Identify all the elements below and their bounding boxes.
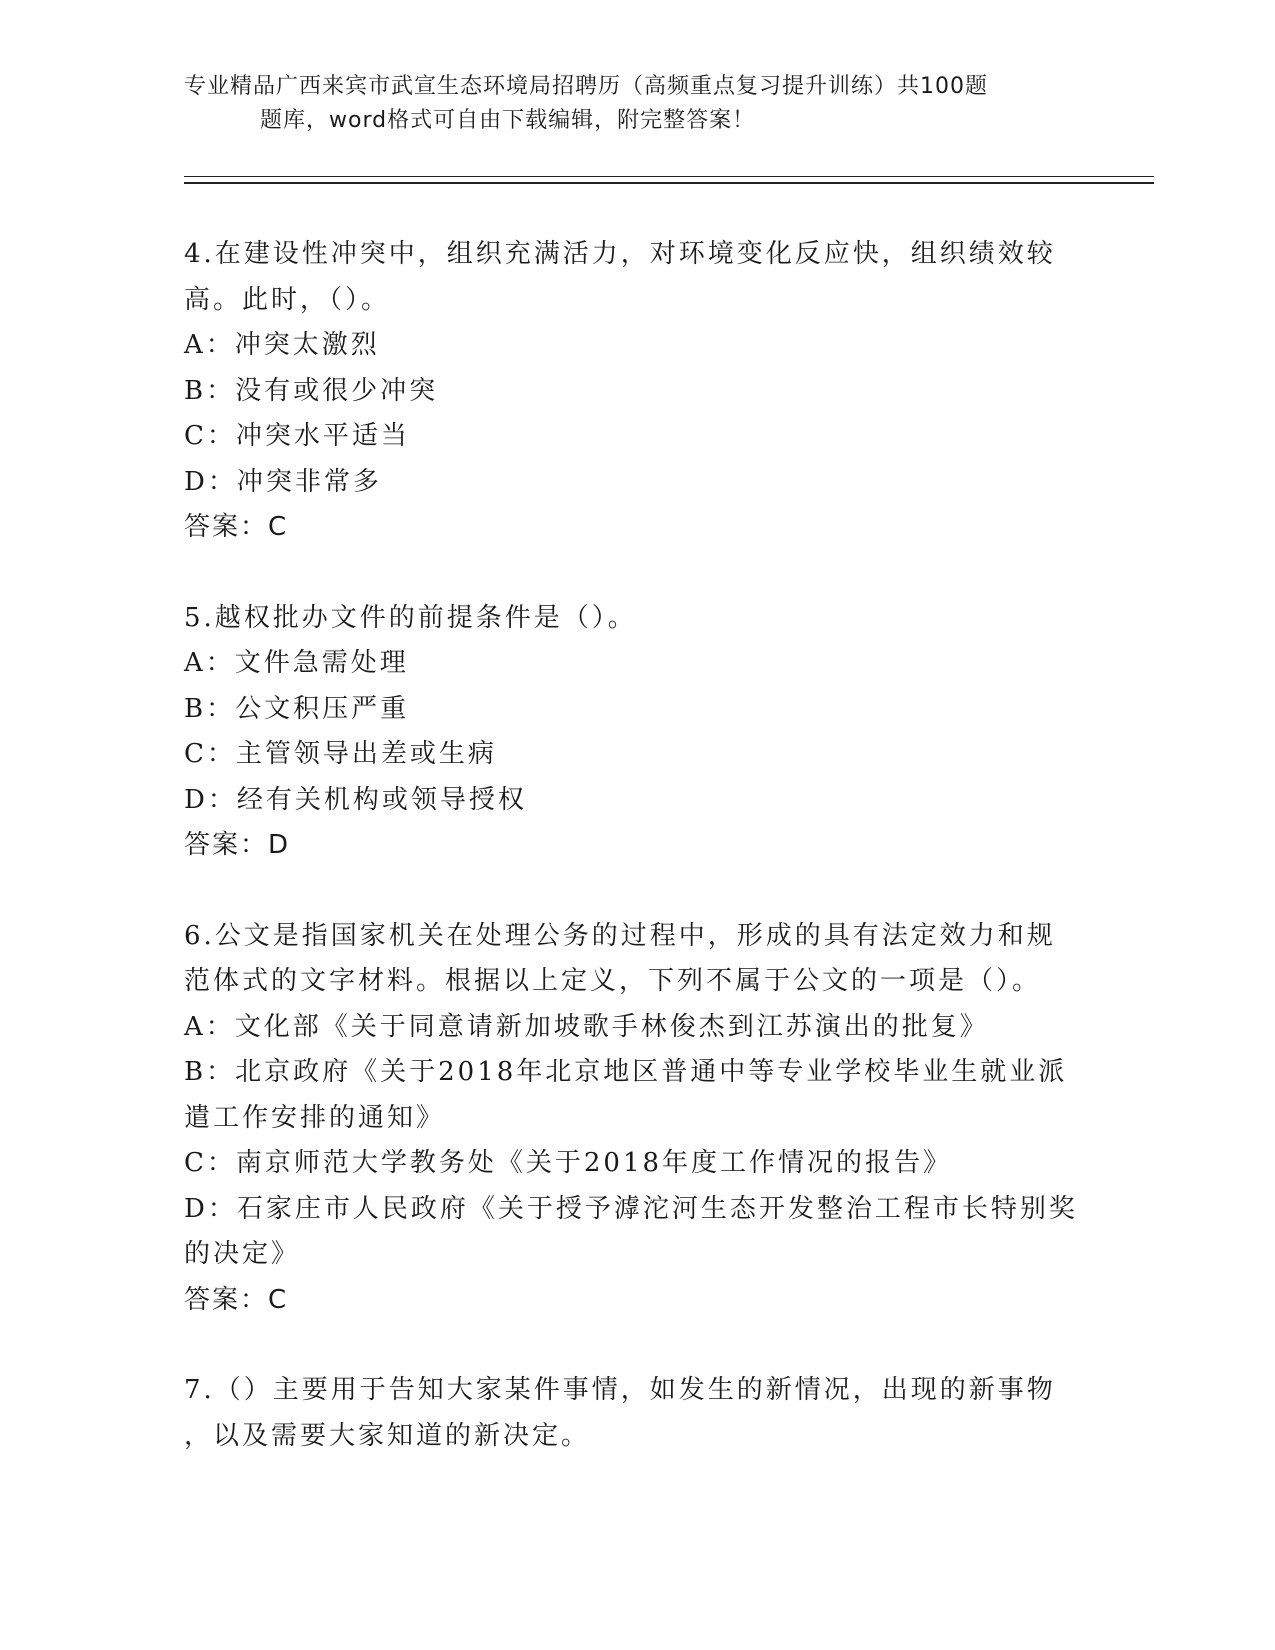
answer-option: C：主管领导出差或生病 <box>184 739 497 769</box>
answer-option: B：公文积压严重 <box>184 693 410 724</box>
answer-option: 遣工作安排的通知》 <box>184 1102 446 1133</box>
question-stem: 高。此时，（）。 <box>184 284 391 315</box>
answer-key: 答案：C <box>184 1284 289 1315</box>
answer-option: 的决定》 <box>184 1239 301 1269</box>
question-stem: ，以及需要大家知道的新决定。 <box>184 1420 591 1451</box>
answer-key: 答案：D <box>184 830 291 860</box>
answer-option: C：冲突水平适当 <box>184 421 410 451</box>
answer-option: A：文化部《关于同意请新加坡歌手林俊杰到江苏演出的批复》 <box>184 1011 989 1042</box>
answer-key: 答案：C <box>184 512 289 542</box>
answer-option: B：没有或很少冲突 <box>184 375 439 406</box>
question-stem: 7.（）主要用于告知大家某件事情，如发生的新情况，出现的新事物 <box>184 1375 1056 1405</box>
answer-option: B：北京政府《关于2018年北京地区普通中等专业学校毕业生就业派 <box>184 1057 1068 1087</box>
question-block <box>184 232 1064 551</box>
header-title-line1: 专业精品广西来宾市武宣生态环境局招聘历（高频重点复习提升训练）共100题 <box>184 74 988 99</box>
question-block <box>184 1368 1064 1459</box>
question-spacer <box>184 551 1064 596</box>
answer-option: C：南京师范大学教务处《关于2018年度工作情况的报告》 <box>184 1148 953 1178</box>
question-block <box>184 914 1078 1324</box>
answer-option: D：石家庄市人民政府《关于授予滹沱河生态开发整治工程市长特别奖 <box>184 1193 1078 1224</box>
question-block <box>184 596 1064 869</box>
answer-option: A：文件急需处理 <box>184 648 409 678</box>
question-stem: 4.在建设性冲突中，组织充满活力，对环境变化反应快，组织绩效较 <box>184 239 1056 269</box>
question-spacer <box>184 869 1064 914</box>
header-title-line2: 题库，word格式可自由下载编辑，附完整答案！ <box>260 108 756 133</box>
question-list <box>184 232 1078 1459</box>
question-stem: 范体式的文字材料。根据以上定义，下列不属于公文的一项是（）。 <box>184 966 1042 996</box>
header-rule-thin <box>184 176 1154 177</box>
question-spacer <box>184 1323 1064 1368</box>
question-stem: 5.越权批办文件的前提条件是（）。 <box>184 602 637 633</box>
answer-option: A：冲突太激烈 <box>184 330 380 360</box>
header-rule-thick <box>184 182 1154 184</box>
answer-option: D：冲突非常多 <box>184 466 382 497</box>
document-header <box>184 70 1084 138</box>
question-stem: 6.公文是指国家机关在处理公务的过程中，形成的具有法定效力和规 <box>184 920 1056 951</box>
answer-option: D：经有关机构或领导授权 <box>184 784 527 815</box>
